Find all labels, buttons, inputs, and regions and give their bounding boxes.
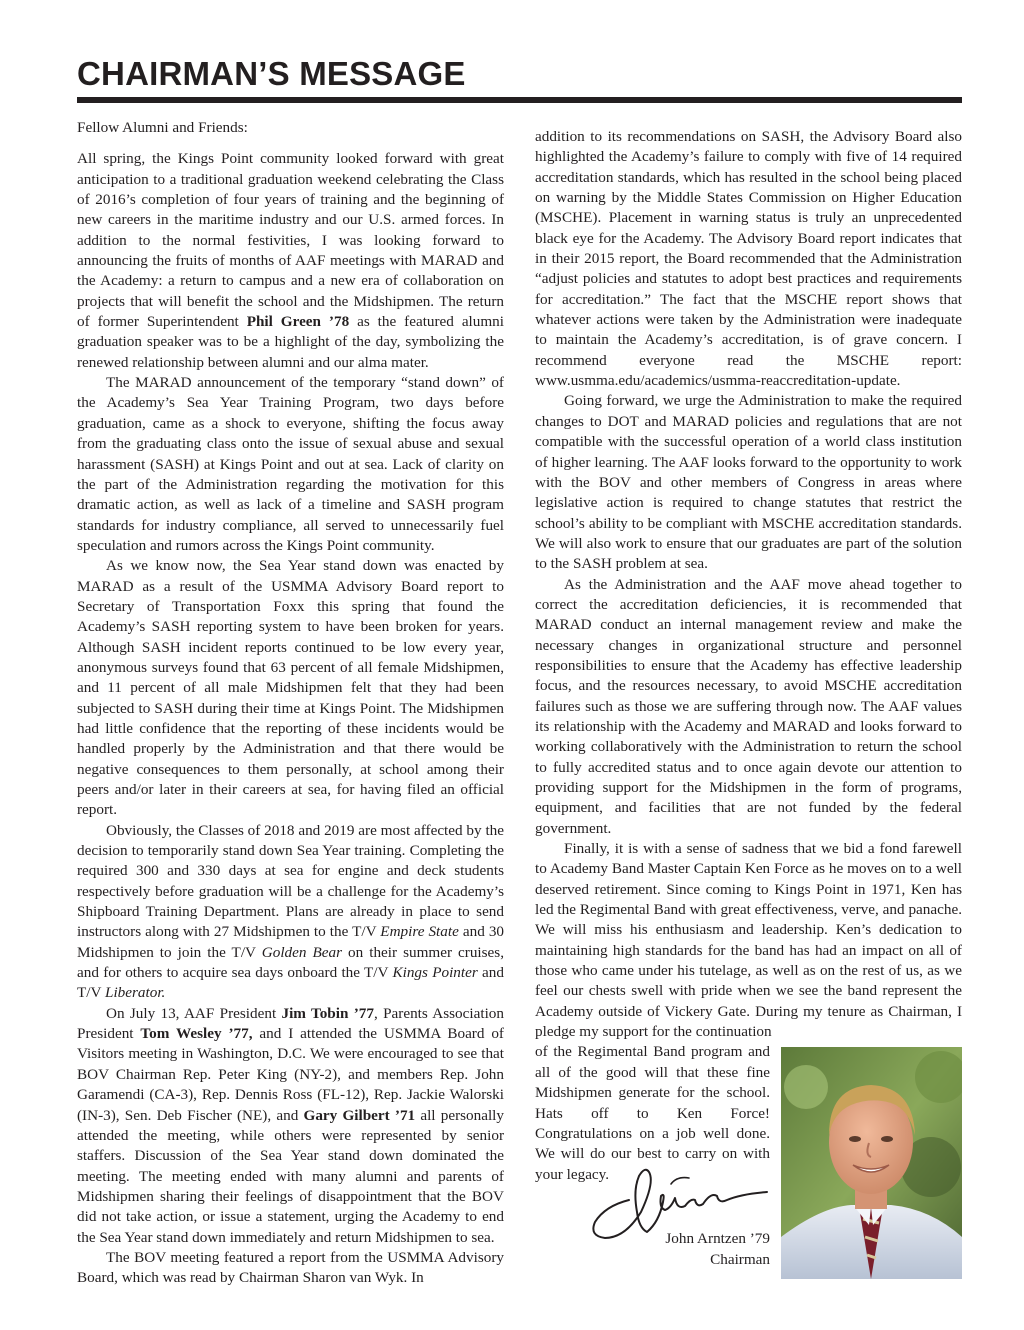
ship-name: Kings Pointer [392, 964, 478, 982]
ship-name: Liberator. [105, 984, 166, 1002]
alumni-name: Gary Gilbert ’71 [303, 1106, 416, 1124]
alumni-name: Jim Tobin ’77 [281, 1004, 374, 1022]
alumni-name: Tom Wesley ’77, [140, 1025, 253, 1043]
right-column [535, 127, 962, 1185]
paragraph-9: As the Administration and the AAF move ahead together to correct the accreditation deficiencies, it is recommended that MARAD conduct an internal management review and make the necessary changes in organizational structure and personnel responsibilities to ensure that the Academy has effective leadership focus, and the resources necessary, to avoid MSCHE accreditation failures such as those we are suffering through now. The AAF values its relationship with the Academy and MARAD and looks forward to working collaboratively with the Administration to return the school to fully accredited status and to once again devote our attention to providing support for the Midshipmen in the form of programs, equipment, and facilities that are not funded by the federal government. [535, 575, 962, 837]
paragraph-6: The BOV meeting featured a report from the USMMA Advisory Board, which was read by Chairman Sharon van Wyk. In [77, 1248, 504, 1287]
ship-name: Empire State [380, 923, 459, 941]
paragraph-3: As we know now, the Sea Year stand down was enacted by MARAD as a result of the USMMA Advisory Board report to Secretary of Transportation Foxx this spring that found the Academy’s SASH reporting system to have been broken for years. Although SASH incident reports continued to be low every year, anonymous surveys found that 63 percent of all female Midshipmen, and 11 percent of all male Midshipmen felt that they had been subjected to SASH during their time at Kings Point. The Midshipmen had little confidence that the reporting of these incidents would be handled properly by the Administration and that there would be negative consequences to them personally, at school among their peers and/or later in their careers at sea, for having filed an official report. [77, 557, 504, 819]
paragraph-10-tail: of the Regimental Band program and all of the good will that these fine Midshipmen generate for the school. Hats off to Ken Force! Congratulations on a job well done. We will do our best to carry on with your legacy. [535, 1043, 770, 1183]
signature-block [585, 1162, 770, 1272]
chairman-photo [781, 1047, 962, 1279]
paragraph-5: On July 13, AAF President Jim Tobin ’77, Parents Association President Tom Wesley ’77, and I attended the USMMA Board of Visitors meeting in Washington, D.C. We were encouraged to see that BOV Chairman Rep. Peter King (NY-2), and members Rep. John Garamendi (CA-3), Rep. Dennis Ross (FL-12), Rep. Jackie Walorski (IN-3), Sen. Deb Fischer (NE), and Gary Gilbert ’71 all personally attended the meeting, while others were represented by senior staffers. Discussion of the Sea Year stand down dominated the meeting. The meeting ended with many alumni and parents of Midshipmen sharing their feelings of disappointment that the BOV did not take action, or issue a statement, urging the Academy to end the Sea Year stand down immediately and return Midshipmen to sea. [77, 1004, 504, 1246]
greeting: Fellow Alumni and Friends: [77, 119, 248, 136]
paragraph-8: Going forward, we urge the Administration to make the required changes to DOT and MARAD policies and regulations that are not compatible with the successful operation of a world class institution of higher learning. The AAF looks forward to the opportunity to work with the BOV and other members of Congress in areas where legislative action is required to change statutes that restrict the school’s ability to be compliant with MSCHE accreditation standards. We will also work to ensure that our graduates are part of the solution to the SASH problem at sea. [535, 392, 962, 573]
left-column [77, 118, 504, 1289]
ship-name: Golden Bear [261, 943, 343, 961]
paragraph-2: The MARAD announcement of the temporary “stand down” of the Academy’s Sea Year Training Program, two days before graduation, came as a shock to everyone, shifting the focus away from the graduating class onto the issue of sexual abuse and sexual harassment (SASH) at Kings Point and out at sea. Lack of clarity on the part of the Administration regarding the motivation for this dramatic action, as well as lack of a timeline and SASH program standards for industry compliance, all served to unnecessarily fuel speculation and rumors across the Kings Point community. [77, 374, 504, 554]
paragraph-4: Obviously, the Classes of 2018 and 2019 are most affected by the decision to temporarily stand down Sea Year training. Completing the required 300 and 330 days at sea for engine and deck students respectively before graduation will be a challenge for the Academy’s Shipboard Training Department. Plans are already in place to send instructors along with 27 Midshipmen to the T/V Empire State and 30 Midshipmen to join the T/V Golden Bear on their summer cruises, and for others to acquire sea days onboard the T/V Kings Pointer and T/V Liberator. [77, 821, 505, 1002]
signatory-name: John Arntzen ’79 [665, 1230, 770, 1247]
paragraph-1: All spring, the Kings Point community looked forward with great anticipation to a traditional graduation weekend celebrating the Class of 2016’s completion of four years of training and the beginning of new careers in the maritime industry and our U.S. armed forces. In addition to the normal festivities, I was looking forward to announcing the fruits of months of AAF meetings with MARAD and the Academy: a return to campus and a new era of collaboration on projects that will benefit the school and the Midshipmen. The return of former Superintendent Phil Green ’78 as the featured alumni graduation speaker was to be a highlight of the day, symbolizing the renewed relationship between alumni and our alma mater. [77, 150, 504, 371]
page-title: CHAIRMAN’S MESSAGE [77, 55, 466, 92]
signatory-title: Chairman [710, 1251, 770, 1268]
paragraph-10: Finally, it is with a sense of sadness that we bid a fond farewell to Academy Band Master Captain Ken Force as he moves on to a well deserved retirement. Since coming to Kings Point in 1971, Ken has led the Regimental Band with great effectiveness, verve, and panache. We will miss his enthusiasm and leadership. Ken’s dedication to maintaining high standards for the band has had an impact on all of those who came under his tutelage, as well as on the rest of us, as we feel our chests swell with pride when we see the band represent the Academy outside of Vickery Gate. During my tenure as Chairman, I pledge my support for the continuation [535, 840, 962, 1041]
paragraph-7: addition to its recommendations on SASH, the Advisory Board also highlighted the Academy’s failure to comply with five of 14 required accreditation standards, which has resulted in the school being placed on warning by the Middle States Commission on Higher Education (MSCHE). Placement in warning status is truly an unprecedented black eye for the Academy. The Advisory Board report indicates that in their 2015 report, the Board recommended that the Administration “adjust policies and statutes to adopt best practices and requirements for accreditation.” The fact that the MSCHE report shows that whatever actions were taken by the Administration were inadequate to maintain the Academy’s accreditation, is of grave concern. I recommend everyone read the MSCHE report: www.usmma.edu/academics/usmma-reaccreditation-update. [535, 128, 962, 390]
title-rule [77, 97, 962, 103]
alumni-name: Phil Green ’78 [246, 313, 350, 331]
